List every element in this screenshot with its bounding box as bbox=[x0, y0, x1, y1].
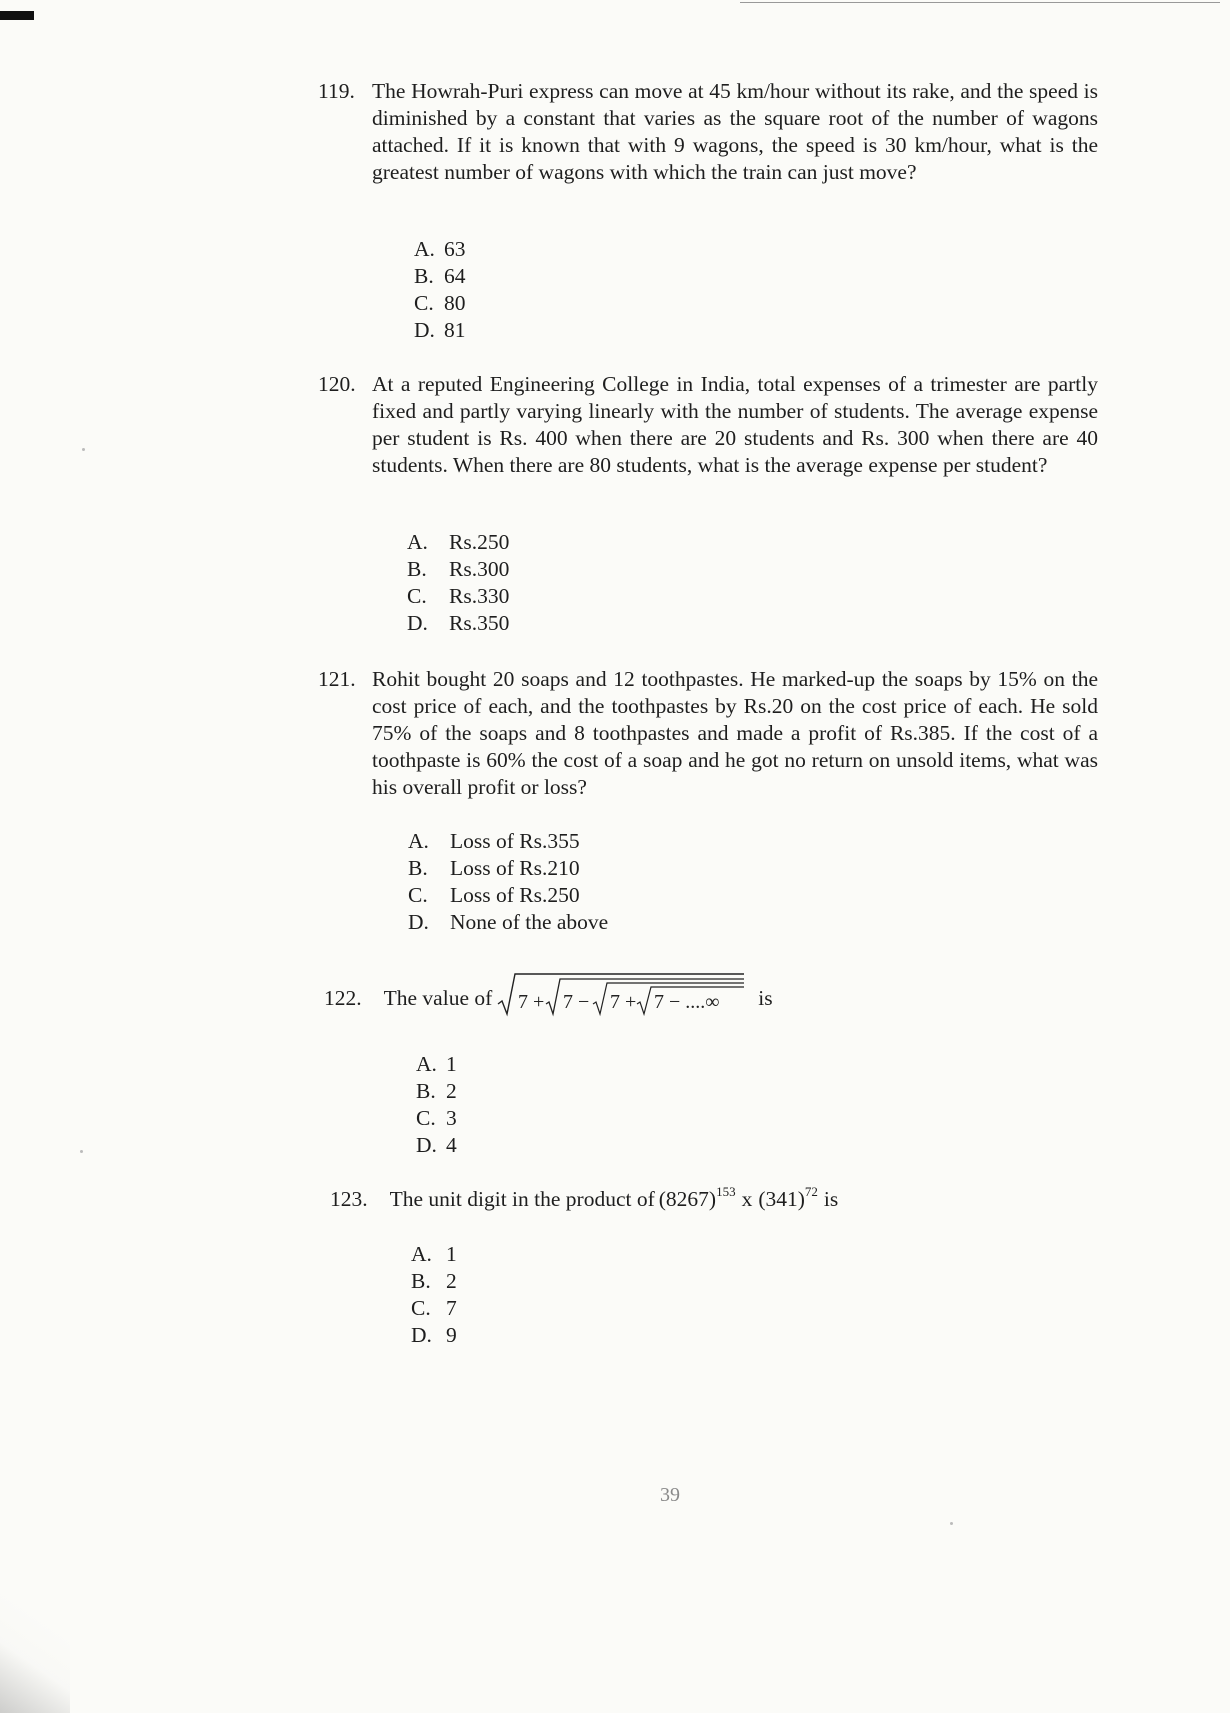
base-1: (8267) bbox=[658, 1187, 717, 1212]
option-b bbox=[408, 855, 608, 882]
question-text-before: The value of bbox=[383, 986, 493, 1010]
options-list-123 bbox=[411, 1241, 457, 1349]
option-letter: C. bbox=[408, 883, 428, 907]
option-letter: B. bbox=[408, 856, 428, 880]
question-text: Rohit bought 20 soaps and 12 toothpastes. He marked-up the soaps by 15% on the cost price of each, and the toothpastes by Rs.20 on the cost price of each. He sold 75% of the soaps and 8 toothpastes and made a profit of Rs.385. If the cost of a toothpaste is 60% the cost of a soap and he got no return on unsold items, what was his overall profit or loss? bbox=[372, 667, 1098, 799]
options-list bbox=[408, 828, 608, 936]
option-text: 63 bbox=[444, 237, 466, 261]
option-letter: B. bbox=[416, 1079, 436, 1103]
option-text: None of the above bbox=[450, 910, 609, 934]
option-a bbox=[416, 1051, 457, 1078]
exponent-1: 153 bbox=[716, 1184, 736, 1199]
question-text: At a reputed Engineering College in India, total expenses of a trimester are partly fixed and partly varying linearly with the number of students. The average expense per student is Rs. 400 when there are 20 students and Rs. 300 when there are 40 students. When there are 80 students, what is the average expense per student? bbox=[372, 372, 1098, 477]
option-a bbox=[408, 828, 608, 855]
radical-term-2: 7 − bbox=[563, 991, 590, 1013]
option-letter: A. bbox=[416, 1052, 437, 1076]
times-symbol: x bbox=[741, 1187, 753, 1212]
options-list-122 bbox=[416, 1051, 457, 1159]
option-c bbox=[416, 1105, 457, 1132]
question-text-after: is bbox=[758, 986, 773, 1010]
question-text-before: The unit digit in the product of bbox=[389, 1187, 655, 1212]
option-b bbox=[411, 1268, 457, 1295]
scan-speck bbox=[80, 1150, 83, 1153]
option-c bbox=[411, 1295, 457, 1322]
option-text: Loss of Rs.210 bbox=[450, 856, 580, 880]
radical-term-1: 7 + bbox=[518, 991, 545, 1013]
option-text: 2 bbox=[446, 1269, 457, 1293]
power-expression-2 bbox=[758, 1186, 818, 1212]
option-text: 9 bbox=[446, 1323, 457, 1347]
scan-speck bbox=[950, 1522, 953, 1525]
scan-edge-mark bbox=[0, 11, 34, 20]
option-letter: B. bbox=[407, 557, 427, 581]
option-b bbox=[414, 263, 466, 290]
question-text: The Howrah-Puri express can move at 45 km/hour without its rake, and the speed is diminished by a constant that varies as the square root of the number of wagons attached. If it is known that with 9 wagons, the speed is 30 km/hour, what is the greatest number of wagons with which the train can just move? bbox=[372, 79, 1098, 184]
option-text: 2 bbox=[446, 1079, 457, 1103]
question-number: 119. bbox=[318, 79, 355, 103]
option-letter: B. bbox=[414, 264, 434, 288]
option-text: Rs.350 bbox=[449, 611, 510, 635]
question-number: 123. bbox=[330, 1187, 368, 1212]
option-b bbox=[416, 1078, 457, 1105]
option-text: 1 bbox=[446, 1242, 457, 1266]
option-text: 64 bbox=[444, 264, 466, 288]
option-d bbox=[407, 610, 509, 637]
option-letter: D. bbox=[407, 611, 428, 635]
option-letter: A. bbox=[407, 530, 428, 554]
option-letter: D. bbox=[416, 1133, 437, 1157]
question-number: 120. bbox=[318, 372, 356, 396]
options-list bbox=[414, 236, 466, 344]
option-c bbox=[408, 882, 608, 909]
option-text: 80 bbox=[444, 291, 466, 315]
option-letter: C. bbox=[414, 291, 434, 315]
option-text: 1 bbox=[446, 1052, 457, 1076]
option-letter: C. bbox=[411, 1296, 431, 1320]
option-letter: D. bbox=[408, 910, 429, 934]
option-letter: D. bbox=[411, 1323, 432, 1347]
option-text: Loss of Rs.355 bbox=[450, 829, 580, 853]
option-d bbox=[411, 1322, 457, 1349]
question-number: 122. bbox=[324, 986, 362, 1010]
option-text: Rs.330 bbox=[449, 584, 510, 608]
option-d bbox=[416, 1132, 457, 1159]
option-text: 81 bbox=[444, 318, 466, 342]
page-number: 39 bbox=[660, 1484, 680, 1506]
option-letter: D. bbox=[414, 318, 435, 342]
radical-term-3: 7 + bbox=[610, 991, 637, 1013]
option-letter: B. bbox=[411, 1269, 431, 1293]
question-122 bbox=[324, 968, 773, 1018]
option-d bbox=[408, 909, 608, 936]
option-a bbox=[414, 236, 466, 263]
option-d bbox=[414, 317, 466, 344]
options-list bbox=[407, 529, 509, 637]
base-2: (341) bbox=[758, 1187, 805, 1212]
option-text: Loss of Rs.250 bbox=[450, 883, 580, 907]
top-scan-line bbox=[740, 2, 1220, 3]
option-letter: A. bbox=[408, 829, 429, 853]
option-a bbox=[407, 529, 509, 556]
nested-radical-expression bbox=[496, 968, 746, 1018]
option-text: Rs.300 bbox=[449, 557, 510, 581]
option-letter: C. bbox=[407, 584, 427, 608]
option-a bbox=[411, 1241, 457, 1268]
option-text: 7 bbox=[446, 1296, 457, 1320]
option-c bbox=[414, 290, 466, 317]
question-text-after: is bbox=[823, 1187, 839, 1212]
question-number: 121. bbox=[318, 667, 356, 691]
option-letter: C. bbox=[416, 1106, 436, 1130]
scan-corner-shadow bbox=[0, 1583, 70, 1713]
power-expression-1 bbox=[659, 1186, 736, 1212]
option-text: 3 bbox=[446, 1106, 457, 1130]
scan-speck bbox=[82, 448, 85, 451]
option-letter: A. bbox=[414, 237, 435, 261]
exponent-2: 72 bbox=[804, 1184, 818, 1199]
option-b bbox=[407, 556, 509, 583]
option-text: 4 bbox=[446, 1133, 457, 1157]
option-c bbox=[407, 583, 509, 610]
option-text: Rs.250 bbox=[449, 530, 510, 554]
question-123 bbox=[330, 1186, 838, 1212]
option-letter: A. bbox=[411, 1242, 432, 1266]
radical-term-4: 7 − ....∞ bbox=[654, 991, 720, 1013]
